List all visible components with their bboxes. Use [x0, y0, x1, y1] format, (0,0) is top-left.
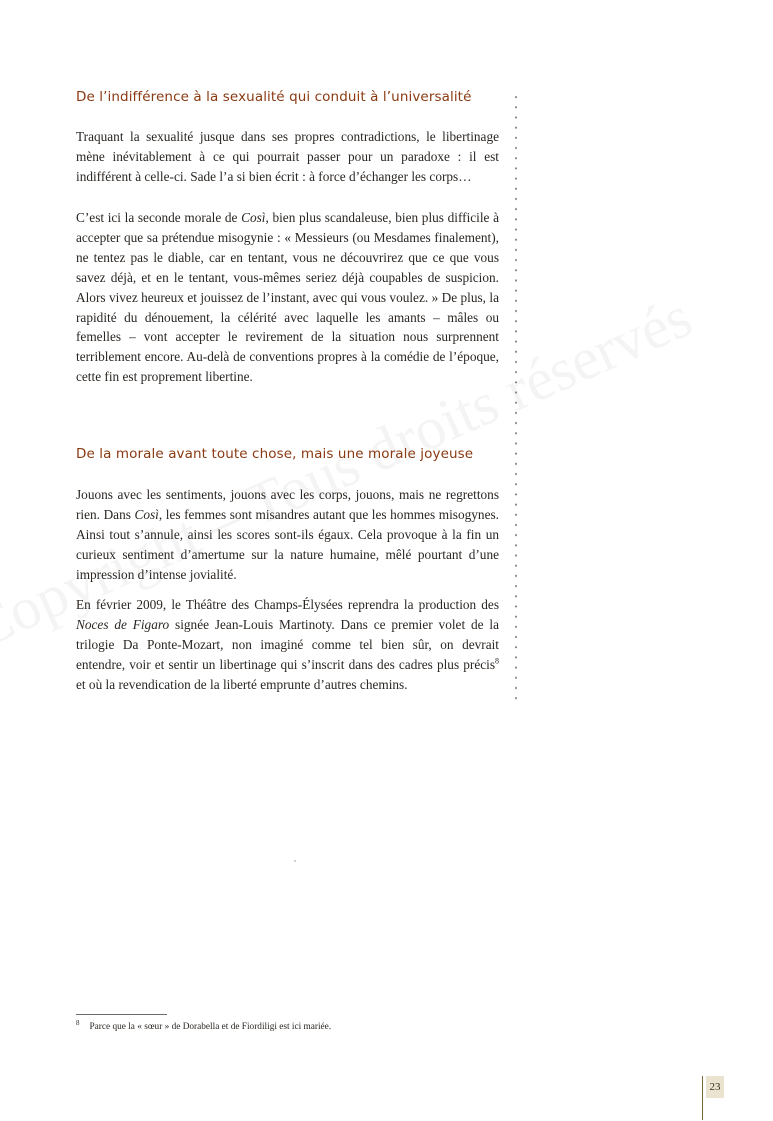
paragraph-jouons [76, 485, 499, 585]
text-run: et où la revendication de la liberté emprunte d’autres chemins. [76, 676, 408, 692]
paragraph-sexuality-paradox: Traquant la sexualité jusque dans ses propres contradictions, le libertinage mène inévitablement à ce qui pourrait passer pour un paradoxe : il est indifférent à celle-ci. Sade l’a si bien écrit : à force d’échanger les corps… [76, 129, 499, 184]
text-run: Jouons avec les sentiments, jouons avec les corps, jouons, mais ne regrettons rien. Dans [76, 487, 499, 522]
text-run: , bien plus scandaleuse, bien plus difficile à accepter que sa prétendue misogynie : « Messieurs (ou Mesdames finalement), ne tentez pas le diable, car en tentant, vous ne découvrirez que ce que vous savez déjà, et en le tentant, vous-mêmes seriez déjà coupables de suspicion. Alors vivez heureux et jouissez de l’instant, avec qui vous voulez. » De plus, la rapidité du dénouement, la célérité avec laquelle les amants – mâles ou femelles – vont accepter le revirement de la situation nous surprennent terriblement encore. Au-delà de conventions propres à la comédie de l’époque, cette fin est proprement libertine. [76, 210, 500, 385]
footnote-number: 8 [76, 1018, 80, 1027]
page-number-rule [702, 1076, 703, 1120]
scan-speck [294, 860, 296, 862]
text-run: signée Jean-Louis Martinoty. Dans ce premier volet de la trilogie Da Ponte-Mozart, non imaginé comme tel bien sûr, on devrait entendre, voir et sentir un libertinage qui s’inscrit dans des cadres plus précis [76, 616, 499, 672]
section-heading-morale-joyeuse: De la morale avant toute chose, mais une morale joyeuse [76, 446, 474, 462]
footnote-divider [76, 1014, 167, 1015]
text-run: , les femmes sont misandres autant que les hommes misogynes. Ainsi tout s’annule, ainsi les scores sont-ils égaux. Cela provoque à la fin un curieux sentiment d’amertume sur la nature humaine, mêlé pourtant d’une impression d’intense jovialité. [76, 506, 499, 582]
opera-title: Noces de Figaro [76, 616, 170, 632]
paragraph-second-morale [76, 208, 499, 387]
dotted-margin-rule [514, 92, 518, 706]
page-number: 23 [706, 1076, 724, 1098]
text-run: En février 2009, le Théâtre des Champs-Élysées reprendra la production des [76, 597, 499, 612]
footnote-reference[interactable]: 8 [495, 656, 499, 666]
opera-title: Così [241, 210, 266, 225]
text-run: C’est ici la seconde morale de [76, 210, 242, 225]
footnote [76, 1018, 516, 1034]
paragraph-fevrier-2009 [76, 595, 499, 695]
footnote-text: Parce que la « sœur » de Dorabella et de Fiordiligi est ici mariée. [89, 1022, 332, 1032]
opera-title: Così [134, 506, 159, 522]
section-heading-indifference: De l’indifférence à la sexualité qui conduit à l’universalité [76, 89, 472, 105]
